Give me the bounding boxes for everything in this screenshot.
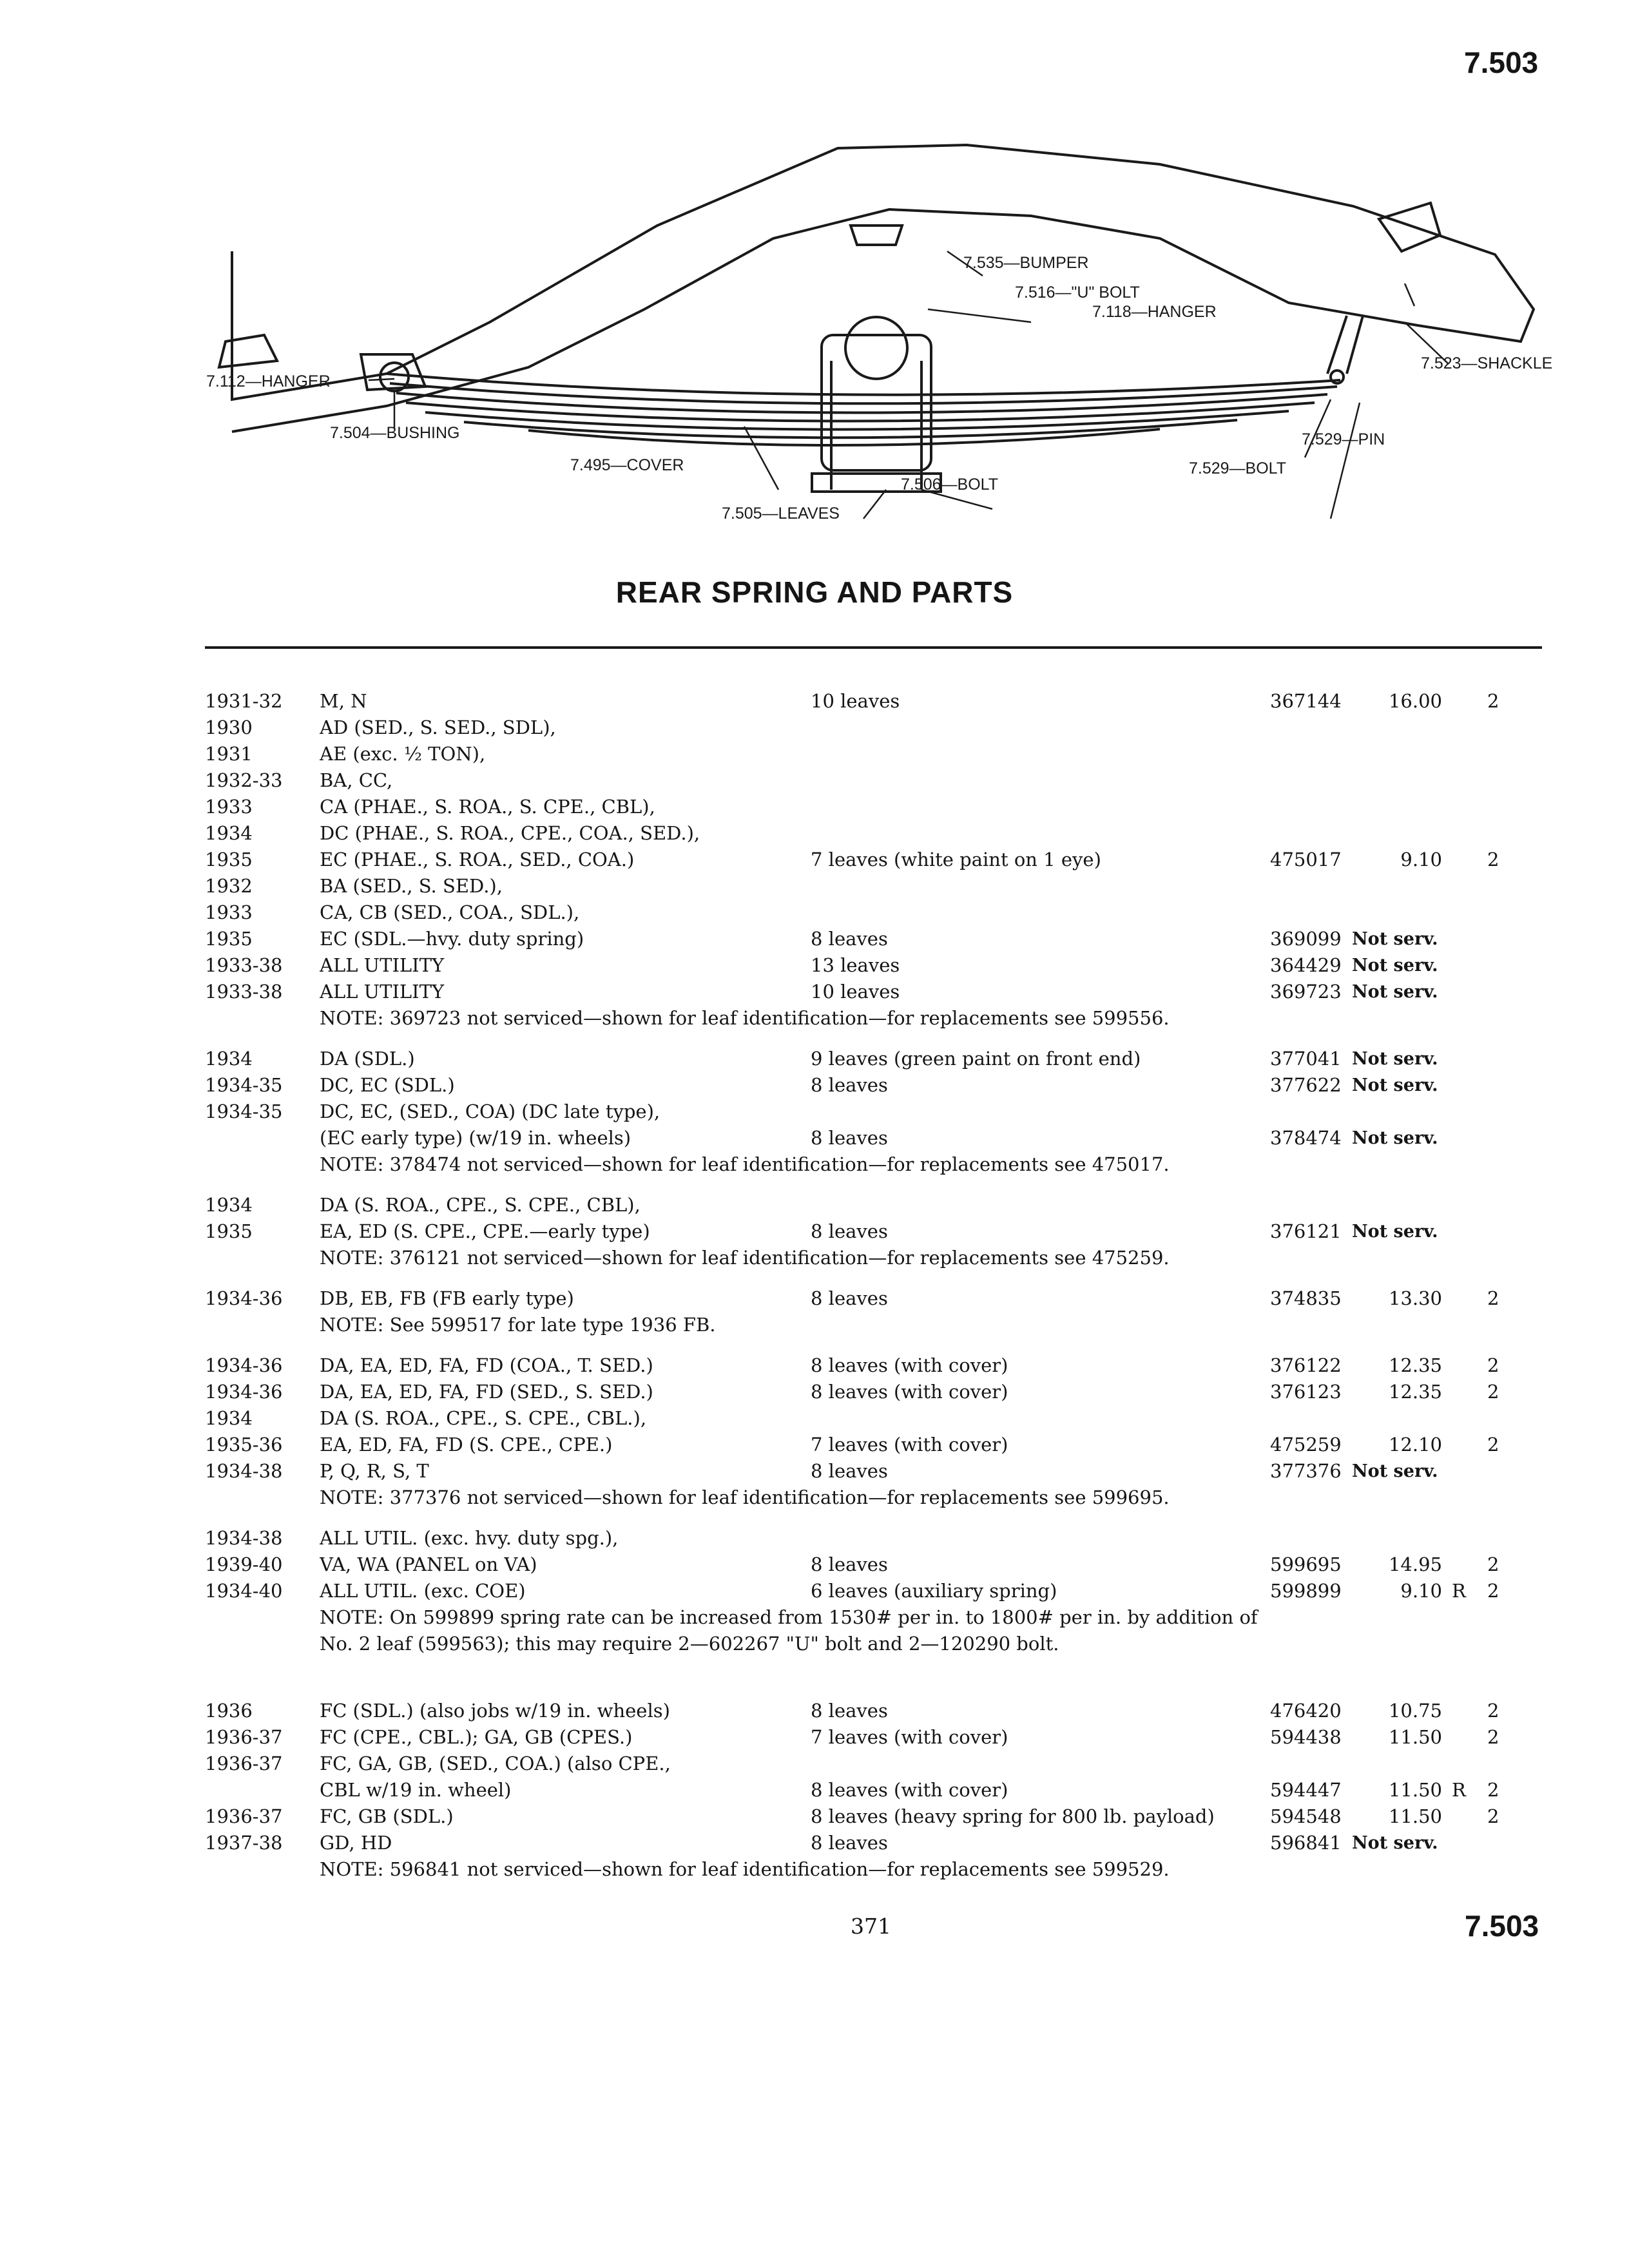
year-cell: 1934 [205,1194,253,1216]
part-number-cell: 376121 [1270,1220,1342,1242]
year-cell: 1935 [205,849,253,870]
table-row [205,1724,1558,1751]
description-cell: 7 leaves (with cover) [811,1434,1008,1456]
quantity-cell: 2 [1487,849,1499,870]
note-text: NOTE: See 599517 for late type 1936 FB. [320,1314,716,1336]
year-cell: 1932-33 [205,769,283,791]
model-cell: M, N [320,690,367,712]
table-row [205,1552,1558,1578]
part-number-cell: 594447 [1270,1779,1342,1801]
table-row [205,1285,1558,1312]
price-cell: Not serv. [1352,956,1438,975]
year-cell: 1931-32 [205,690,283,712]
description-cell: 8 leaves (with cover) [811,1779,1008,1801]
year-cell: 1934-38 [205,1460,283,1482]
note-text: NOTE: On 599899 spring rate can be increased from 1530# per in. to 1800# per in. by addition of No. 2 leaf (599563); this may require 2—602267 "U" bolt and 2—120290 bolt. [320,1606,1258,1655]
label-cover: 7.495—COVER [570,456,684,474]
table-row [205,1379,1558,1405]
year-cell: 1934-36 [205,1381,283,1403]
description-cell: 8 leaves [811,1460,888,1482]
table-row [205,1432,1558,1458]
price-cell: 10.75 [1388,1700,1442,1722]
table-row [205,1525,1558,1552]
row-gap [205,1338,1558,1352]
note-text: NOTE: 596841 not serviced—shown for leaf identification—for replacements see 599529. [320,1858,1170,1880]
price-cell: Not serv. [1352,1075,1438,1095]
row-gap [205,1684,1558,1698]
note-row [205,1856,1558,1883]
table-row [205,979,1558,1005]
description-cell: 8 leaves [811,1127,888,1149]
year-cell: 1939-40 [205,1553,283,1575]
description-cell: 13 leaves [811,954,900,976]
part-number-cell: 364429 [1270,954,1342,976]
year-cell: 1936-37 [205,1805,283,1827]
part-number-cell: 374835 [1270,1287,1342,1309]
model-cell: DA, EA, ED, FA, FD (SED., S. SED.) [320,1381,653,1403]
part-number-cell: 475017 [1270,849,1342,870]
part-number-cell: 594548 [1270,1805,1342,1827]
part-number-cell: 596841 [1270,1832,1342,1854]
model-cell: DA, EA, ED, FA, FD (COA., T. SED.) [320,1354,653,1376]
year-cell: 1934-36 [205,1287,283,1309]
price-cell: 11.50 [1388,1805,1442,1827]
model-cell: ALL UTIL. (exc. COE) [320,1580,526,1602]
part-number-cell: 376122 [1270,1354,1342,1376]
model-cell: FC, GA, GB, (SED., COA.) (also CPE., [320,1753,671,1774]
model-cell: DB, EB, FB (FB early type) [320,1287,574,1309]
row-gap [205,1178,1558,1192]
model-cell: (EC early type) (w/19 in. wheels) [320,1127,631,1149]
description-cell: 6 leaves (auxiliary spring) [811,1580,1057,1602]
price-cell: 12.10 [1388,1434,1442,1456]
quantity-cell: 2 [1487,1553,1499,1575]
table-row [205,1125,1558,1151]
reference-cell: R [1452,1779,1466,1801]
part-number-cell: 377622 [1270,1074,1342,1096]
page-number: 371 [851,1914,891,1939]
page-title: REAR SPRING AND PARTS [615,575,1014,609]
note-row [205,1312,1558,1338]
label-pin: 7.529—PIN [1302,430,1385,448]
model-cell: ALL UTIL. (exc. hvy. duty spg.), [320,1527,619,1549]
year-cell: 1930 [205,716,253,738]
year-cell: 1936 [205,1700,253,1722]
price-cell: Not serv. [1352,1049,1438,1069]
note-row [205,1005,1558,1032]
description-cell: 7 leaves (white paint on 1 eye) [811,849,1101,870]
parts-table [205,688,1558,1883]
description-cell: 10 leaves [811,981,900,1003]
price-cell: 12.35 [1388,1381,1442,1403]
description-cell: 8 leaves [811,1700,888,1722]
model-cell: AD (SED., S. SED., SDL), [320,716,556,738]
model-cell: FC, GB (SDL.) [320,1805,454,1827]
year-cell: 1932 [205,875,253,897]
table-row [205,952,1558,979]
year-cell: 1935-36 [205,1434,283,1456]
price-cell: 11.50 [1388,1726,1442,1748]
year-cell: 1934-35 [205,1100,283,1122]
quantity-cell: 2 [1487,1434,1499,1456]
table-row [205,847,1558,873]
model-cell: CA (PHAE., S. ROA., S. CPE., CBL), [320,796,655,818]
table-row [205,688,1558,715]
year-cell: 1936-37 [205,1726,283,1748]
description-cell: 8 leaves (heavy spring for 800 lb. payload) [811,1805,1215,1827]
model-cell: DC, EC (SDL.) [320,1074,455,1096]
label-bumper: 7.535—BUMPER [963,254,1089,272]
price-cell: 16.00 [1388,690,1442,712]
note-text: NOTE: 377376 not serviced—shown for leaf identification—for replacements see 599695. [320,1486,1170,1508]
price-cell: 9.10 [1400,849,1442,870]
note-row [205,1245,1558,1271]
description-cell: 8 leaves [811,1832,888,1854]
description-cell: 8 leaves [811,1074,888,1096]
label-hanger-left: 7.112—HANGER [206,372,331,390]
year-cell: 1935 [205,1220,253,1242]
note-row [205,1151,1558,1178]
year-cell: 1934-40 [205,1580,283,1602]
model-cell: ALL UTILITY [320,954,445,976]
model-cell: DA (S. ROA., CPE., S. CPE., CBL.), [320,1407,647,1429]
table-row [205,1192,1558,1218]
row-gap [205,1271,1558,1285]
label-shackle: 7.523—SHACKLE [1421,354,1553,372]
table-row [205,1218,1558,1245]
part-number-cell: 476420 [1270,1700,1342,1722]
model-cell: AE (exc. ½ TON), [320,743,486,765]
part-number-cell: 378474 [1270,1127,1342,1149]
table-row [205,820,1558,847]
price-cell: Not serv. [1352,1461,1438,1481]
description-cell: 8 leaves [811,928,888,950]
table-row [205,926,1558,952]
description-cell: 9 leaves (green paint on front end) [811,1048,1141,1070]
table-row [205,794,1558,820]
year-cell: 1934-35 [205,1074,283,1096]
table-row [205,1578,1558,1604]
model-cell: CBL w/19 in. wheel) [320,1779,512,1801]
model-cell: CA, CB (SED., COA., SDL.), [320,901,580,923]
price-cell: 13.30 [1388,1287,1442,1309]
year-cell: 1933 [205,796,253,818]
description-cell: 8 leaves [811,1287,888,1309]
model-cell: GD, HD [320,1832,392,1854]
label-bolt-529: 7.529—BOLT [1189,459,1287,477]
title-divider [205,646,1542,649]
year-cell: 1934 [205,1048,253,1070]
table-row [205,1830,1558,1856]
part-number-cell: 377376 [1270,1460,1342,1482]
part-number-cell: 475259 [1270,1434,1342,1456]
year-cell: 1934 [205,1407,253,1429]
model-cell: P, Q, R, S, T [320,1460,429,1482]
part-number-cell: 367144 [1270,690,1342,712]
reference-cell: R [1452,1580,1466,1602]
model-cell: DA (S. ROA., CPE., S. CPE., CBL), [320,1194,641,1216]
description-cell: 8 leaves (with cover) [811,1381,1008,1403]
table-row [205,767,1558,794]
label-u-bolt: 7.516—"U" BOLT [1015,284,1140,302]
rear-spring-diagram [193,129,1559,541]
price-cell: Not serv. [1352,982,1438,1002]
model-cell: BA, CC, [320,769,393,791]
table-row [205,1751,1558,1777]
section-number-bottom: 7.503 [1465,1909,1539,1943]
table-row [205,873,1558,899]
note-text: NOTE: 378474 not serviced—shown for leaf identification—for replacements see 475017. [320,1153,1170,1175]
part-number-cell: 369723 [1270,981,1342,1003]
description-cell: 8 leaves [811,1553,888,1575]
note-row [205,1604,1558,1684]
quantity-cell: 2 [1487,1779,1499,1801]
quantity-cell: 2 [1487,1381,1499,1403]
model-cell: EA, ED (S. CPE., CPE.—early type) [320,1220,650,1242]
label-leaves: 7.505—LEAVES [722,505,840,523]
quantity-cell: 2 [1487,1700,1499,1722]
table-row [205,1458,1558,1485]
description-cell: 8 leaves (with cover) [811,1354,1008,1376]
model-cell: EC (PHAE., S. ROA., SED., COA.) [320,849,635,870]
part-number-cell: 599695 [1270,1553,1342,1575]
label-bushing: 7.504—BUSHING [330,424,460,442]
note-text: NOTE: 376121 not serviced—shown for leaf identification—for replacements see 475259. [320,1247,1170,1269]
table-row [205,1405,1558,1432]
price-cell: Not serv. [1352,1128,1438,1148]
quantity-cell: 2 [1487,1580,1499,1602]
quantity-cell: 2 [1487,1805,1499,1827]
section-number-top: 7.503 [1464,46,1539,79]
price-cell: 11.50 [1388,1779,1442,1801]
part-number-cell: 376123 [1270,1381,1342,1403]
model-cell: DC, EC, (SED., COA) (DC late type), [320,1100,660,1122]
part-number-cell: 599899 [1270,1580,1342,1602]
label-bolt-506: 7.506—BOLT [901,476,999,494]
year-cell: 1936-37 [205,1753,283,1774]
description-cell: 7 leaves (with cover) [811,1726,1008,1748]
description-cell: 8 leaves [811,1220,888,1242]
part-number-cell: 377041 [1270,1048,1342,1070]
year-cell: 1933 [205,901,253,923]
table-row [205,1046,1558,1072]
row-gap [205,1511,1558,1525]
year-cell: 1933-38 [205,954,283,976]
price-cell: Not serv. [1352,1222,1438,1242]
quantity-cell: 2 [1487,690,1499,712]
table-row [205,1698,1558,1724]
year-cell: 1934-36 [205,1354,283,1376]
table-row [205,1803,1558,1830]
model-cell: FC (SDL.) (also jobs w/19 in. wheels) [320,1700,670,1722]
model-cell: EA, ED, FA, FD (S. CPE., CPE.) [320,1434,613,1456]
model-cell: VA, WA (PANEL on VA) [320,1553,537,1575]
year-cell: 1933-38 [205,981,283,1003]
table-row [205,741,1558,767]
note-row [205,1485,1558,1511]
table-row [205,1352,1558,1379]
year-cell: 1937-38 [205,1832,283,1854]
model-cell: DA (SDL.) [320,1048,415,1070]
year-cell: 1934-38 [205,1527,283,1549]
table-row [205,899,1558,926]
part-number-cell: 369099 [1270,928,1342,950]
quantity-cell: 2 [1487,1354,1499,1376]
description-cell: 10 leaves [811,690,900,712]
model-cell: ALL UTILITY [320,981,445,1003]
part-number-cell: 594438 [1270,1726,1342,1748]
note-text: NOTE: 369723 not serviced—shown for leaf identification—for replacements see 599556. [320,1007,1170,1029]
quantity-cell: 2 [1487,1287,1499,1309]
model-cell: FC (CPE., CBL.); GA, GB (CPES.) [320,1726,633,1748]
year-cell: 1935 [205,928,253,950]
model-cell: BA (SED., S. SED.), [320,875,503,897]
table-row [205,1099,1558,1125]
price-cell: Not serv. [1352,929,1438,949]
table-row [205,1777,1558,1803]
price-cell: Not serv. [1352,1833,1438,1853]
label-hanger-right: 7.118—HANGER [1092,303,1217,321]
model-cell: DC (PHAE., S. ROA., CPE., COA., SED.), [320,822,700,844]
model-cell: EC (SDL.—hvy. duty spring) [320,928,584,950]
price-cell: 14.95 [1388,1553,1442,1575]
year-cell: 1931 [205,743,253,765]
price-cell: 9.10 [1400,1580,1442,1602]
table-row [205,1072,1558,1099]
year-cell: 1934 [205,822,253,844]
table-row [205,715,1558,741]
price-cell: 12.35 [1388,1354,1442,1376]
quantity-cell: 2 [1487,1726,1499,1748]
row-gap [205,1032,1558,1046]
